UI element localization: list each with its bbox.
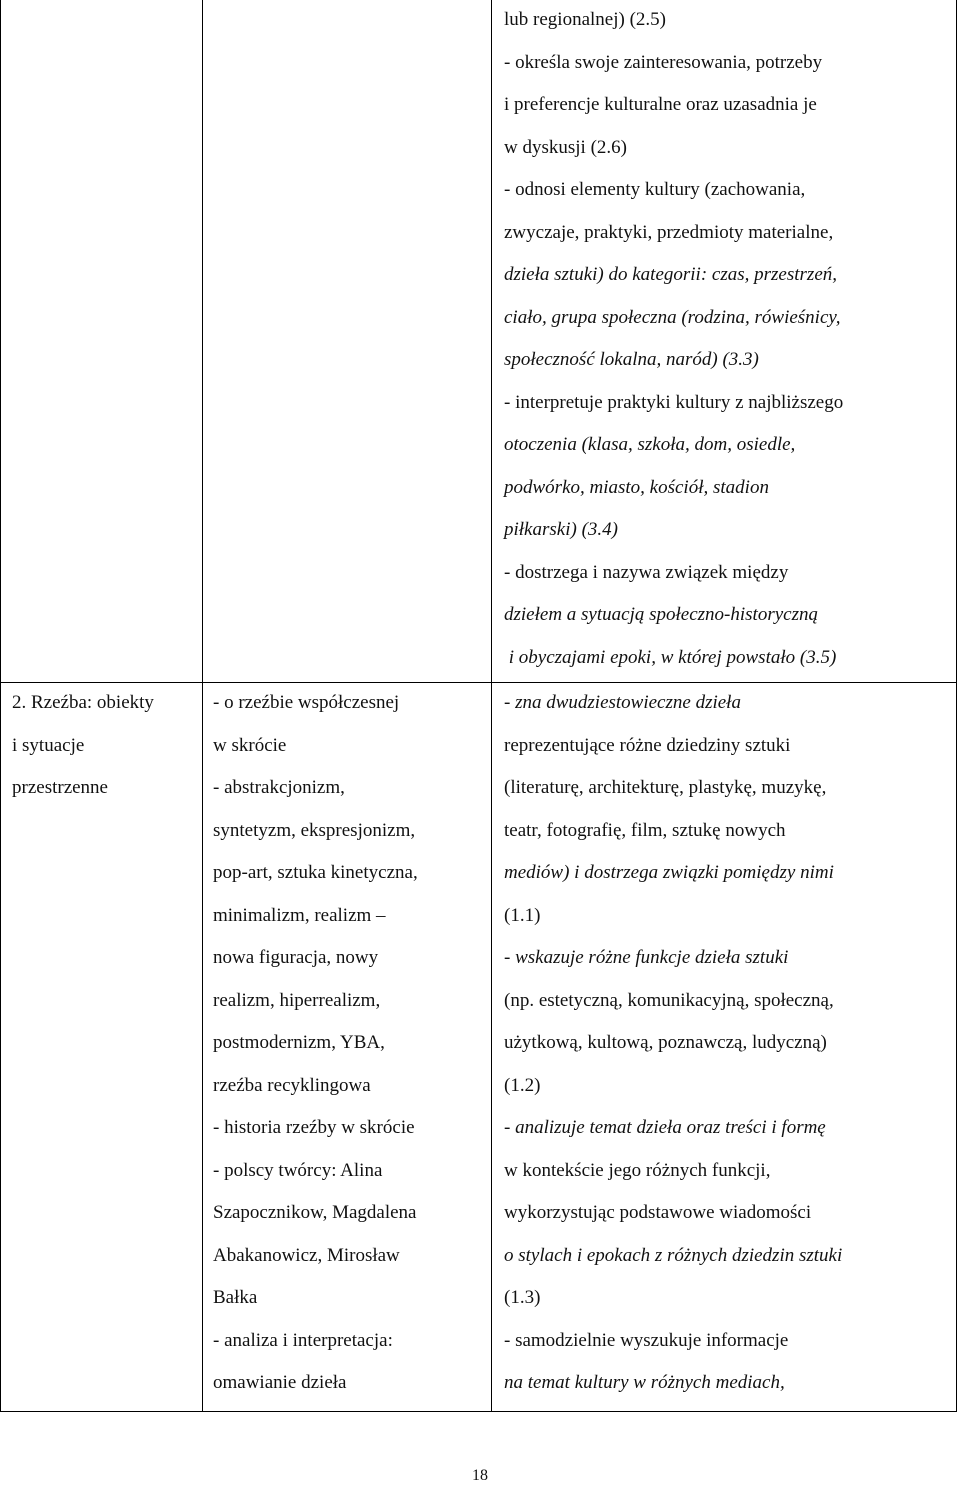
text-line: piłkarski) (3.4) [504,519,618,540]
text-line: - interpretuje praktyki kultury z najbliższego [504,391,844,413]
text-line: (np. estetyczną, komunikacyjną, społeczną, [504,989,834,1011]
text-line: Abakanowicz, Mirosław [213,1244,400,1266]
text-line: społeczność lokalna, naród) (3.3) [504,349,759,370]
text-line: mediów) i dostrzega związki pomiędzy nimi [504,862,834,883]
text-line: - określa swoje zainteresowania, potrzeby [504,51,823,73]
text-line: reprezentujące różne dziedziny sztuki [504,734,791,756]
text-line: - analizuje temat dzieła oraz treści i formę [504,1117,826,1138]
text-line: omawianie dzieła [213,1372,347,1393]
text-line: teatr, fotografię, film, sztukę nowych [504,819,786,841]
text-line: minimalizm, realizm – [213,904,386,926]
text-line: otoczenia (klasa, szkoła, dom, osiedle, [504,434,796,455]
text-line: - zna dwudziestowieczne dzieła [504,692,741,713]
text-line: - wskazuje różne funkcje dzieła sztuki [504,947,789,968]
section-title-cell [12,682,154,810]
text-line: podwórko, miasto, kościół, stadion [504,476,769,498]
text-line: (literaturę, architekturę, plastykę, muzykę, [504,777,827,798]
text-line: - historia rzeźby w skrócie [213,1117,415,1138]
text-line: użytkową, kultową, poznawczą, ludyczną) [504,1032,827,1053]
text-line: nowa figuracja, nowy [213,947,379,968]
text-line: pop-art, sztuka kinetyczna, [213,862,418,883]
text-line: - samodzielnie wyszukuje informacje [504,1329,789,1351]
page-number: 18 [472,1467,488,1484]
text-line: i preferencje kulturalne oraz uzasadnia je [504,94,817,115]
text-line: postmodernizm, YBA, [213,1032,385,1053]
text-line: dzieła sztuki) do kategorii: czas, przestrzeń, [504,264,838,285]
text-line: - abstrakcjonizm, [213,777,345,798]
section-title-line: przestrzenne [12,777,108,798]
section-title-line: i sytuacje [12,734,85,756]
text-line: w kontekście jego różnych funkcji, [504,1159,771,1181]
text-line: zwyczaje, praktyki, przedmioty materialne, [504,221,834,243]
table-column-divider-1 [202,0,203,1412]
text-line: realizm, hiperrealizm, [213,989,381,1011]
text-line: - polscy twórcy: Alina [213,1159,383,1181]
section-content-cell [213,682,418,1405]
text-line: - o rzeźbie współczesnej [213,692,400,713]
text-line: wykorzystując podstawowe wiadomości [504,1202,812,1223]
text-line: (1.2) [504,1074,541,1096]
text-line: i obyczajami epoki, w której powstało (3.5) [504,646,837,668]
section-learning-outcomes [504,682,842,1405]
text-line: dziełem a sytuacją społeczno-historyczną [504,604,818,625]
table-column-divider-2 [491,0,492,1412]
text-line: - dostrzega i nazywa związek między [504,561,789,583]
text-line: (1.3) [504,1287,541,1308]
text-line: w dyskusji (2.6) [504,136,627,158]
table-border-left [0,0,1,1412]
text-line: ciało, grupa społeczna (rodzina, rówieśnicy, [504,306,841,328]
text-line: Bałka [213,1287,258,1308]
text-line: - analiza i interpretacja: [213,1329,393,1351]
text-line: - odnosi elementy kultury (zachowania, [504,179,806,200]
text-line: o stylach i epokach z różnych dziedzin sztuki [504,1244,843,1266]
table-border-right [956,0,957,1412]
section-title-line: 2. Rzeźba: obiekty [12,692,154,713]
text-line: rzeźba recyklingowa [213,1074,371,1096]
text-line: (1.1) [504,904,541,926]
text-line: syntetyzm, ekspresjonizm, [213,819,416,841]
text-line: lub regionalnej) (2.5) [504,9,666,30]
text-line: na temat kultury w różnych mediach, [504,1372,785,1393]
text-line: Szapocznikow, Magdalena [213,1202,417,1223]
text-line: w skrócie [213,734,287,756]
table-border-bottom [0,1411,957,1412]
top-row-learning-outcomes [504,0,843,679]
